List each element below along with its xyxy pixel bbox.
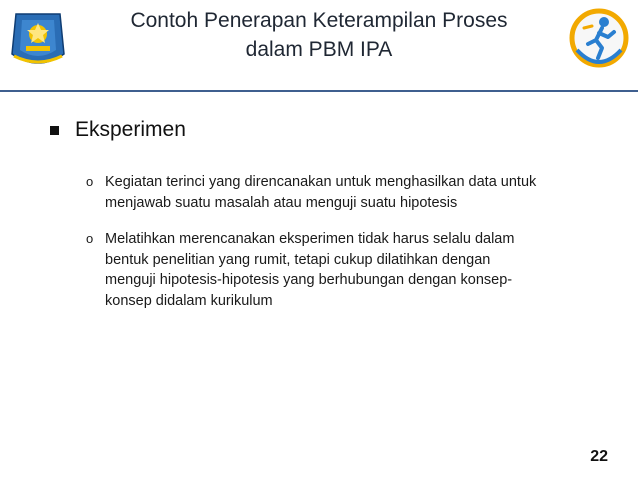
header-divider: [0, 90, 638, 92]
section-heading-text: Eksperimen: [75, 118, 186, 141]
bullet-line: bentuk penelitian yang rumit, tetapi cukup dilatihkan dengan: [105, 251, 491, 268]
circle-bullet-icon: o: [86, 174, 94, 189]
bullet-line: konsep didalam kurikulum: [105, 292, 273, 309]
section-heading: [50, 118, 186, 142]
bullet-list: [86, 172, 606, 327]
tut-wuri-handayani-logo-icon: [8, 10, 68, 72]
bullet-line: menguji hipotesis-hipotesis yang berhubungan dengan konsep-: [105, 272, 513, 288]
bullet-line: menjawab suatu masalah atau menguji suatu hipotesis: [105, 194, 458, 211]
circle-bullet-icon: o: [86, 231, 94, 246]
bullet-line: Kegiatan terinci yang direncanakan untuk menghasilkan data untuk: [105, 174, 537, 190]
page-number: 22: [590, 448, 608, 465]
title-line-2: dalam PBM IPA: [245, 38, 393, 61]
slide-title: [90, 6, 548, 64]
runner-logo-icon: [568, 4, 630, 84]
title-line-1: Contoh Penerapan Keterampilan Proses: [130, 9, 508, 32]
bullet-line: Melatihkan merencanakan eksperimen tidak harus selalu dalam: [105, 231, 515, 247]
square-bullet-icon: [50, 126, 59, 135]
slide-header: [0, 0, 638, 92]
bullet-item-1: [86, 172, 606, 213]
bullet-text: [105, 172, 606, 213]
bullet-text: [105, 229, 606, 311]
bullet-item-2: [86, 229, 606, 311]
